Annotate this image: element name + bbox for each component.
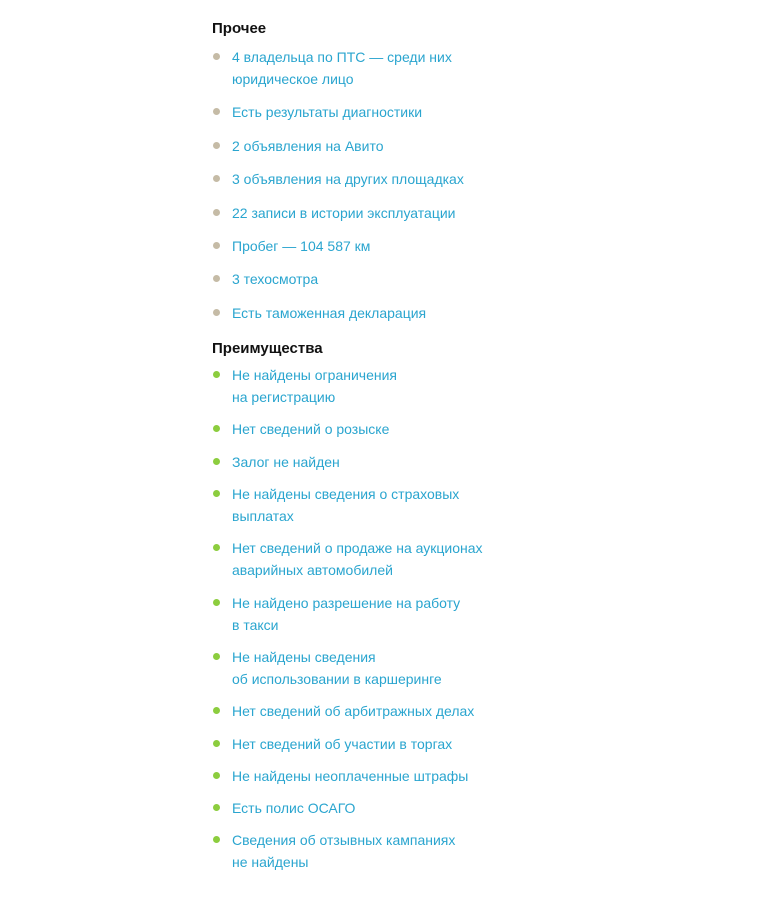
- bullet-icon: [213, 425, 220, 432]
- bullet-icon: [213, 209, 220, 216]
- item-label: Не найдены неоплаченные штрафы: [232, 767, 469, 784]
- bullet-icon: [213, 458, 220, 465]
- item-label: Нет сведений о продаже на аукционах аварийных автомобилей: [232, 540, 483, 579]
- bullet-icon: [213, 707, 220, 714]
- item-label: 22 записи в истории эксплуатации: [232, 204, 456, 221]
- bullet-icon: [213, 772, 220, 779]
- report-summary: [212, 18, 692, 884]
- advantage-item-auctions[interactable]: [212, 537, 692, 581]
- item-label: Не найдены ограничения на регистрацию: [232, 367, 397, 406]
- section-advantages: [212, 338, 692, 873]
- item-label: Сведения об отзывных кампаниях не найдены: [232, 832, 456, 871]
- bullet-icon: [213, 108, 220, 115]
- item-label: 3 техосмотра: [232, 271, 319, 288]
- item-label: Нет сведений о розыске: [232, 421, 390, 438]
- other-item-diagnostics[interactable]: [212, 101, 692, 123]
- bullet-icon: [213, 53, 220, 60]
- advantage-item-taxi[interactable]: [212, 592, 692, 636]
- other-item-avito-ads[interactable]: [212, 135, 692, 157]
- item-label: Не найдены сведения о страховых выплатах: [232, 486, 460, 525]
- item-label: Нет сведений об арбитражных делах: [232, 703, 475, 720]
- item-label: 4 владельца по ПТС — среди них юридическое лицо: [232, 49, 452, 87]
- advantage-item-tenders[interactable]: [212, 733, 692, 755]
- bullet-icon: [213, 371, 220, 378]
- item-label: Не найдены сведения об использовании в каршеринге: [232, 648, 442, 687]
- item-label: 3 объявления на других площадках: [232, 171, 464, 188]
- other-list: [212, 46, 692, 324]
- other-item-other-ads[interactable]: [212, 168, 692, 190]
- advantage-item-recalls[interactable]: [212, 829, 692, 873]
- bullet-icon: [213, 309, 220, 316]
- section-title-advantages: Преимущества: [212, 340, 323, 358]
- item-label: 2 объявления на Авито: [232, 137, 384, 154]
- item-label: Есть результаты диагностики: [232, 104, 423, 121]
- bullet-icon: [213, 740, 220, 747]
- section-title-other: Прочее: [212, 20, 267, 37]
- advantage-item-osago[interactable]: [212, 797, 692, 819]
- item-label: Есть таможенная декларация: [232, 304, 427, 321]
- item-label: Пробег — 104 587 км: [232, 237, 371, 254]
- advantage-item-insurance[interactable]: [212, 483, 692, 527]
- other-item-mileage[interactable]: [212, 235, 692, 257]
- item-label: Не найдено разрешение на работу в такси: [232, 594, 461, 633]
- bullet-icon: [213, 653, 220, 660]
- bullet-icon: [213, 836, 220, 843]
- item-label: Есть полис ОСАГО: [232, 800, 356, 817]
- bullet-icon: [213, 142, 220, 149]
- bullet-icon: [213, 275, 220, 282]
- advantage-item-fines[interactable]: [212, 765, 692, 787]
- advantage-item-pledge[interactable]: [212, 451, 692, 473]
- advantage-item-arbitration[interactable]: [212, 700, 692, 722]
- other-item-customs[interactable]: [212, 302, 692, 324]
- bullet-icon: [213, 804, 220, 811]
- advantage-item-wanted[interactable]: [212, 418, 692, 440]
- section-other: [212, 18, 692, 324]
- bullet-icon: [213, 544, 220, 551]
- advantage-item-carsharing[interactable]: [212, 646, 692, 690]
- bullet-icon: [213, 490, 220, 497]
- item-label: Залог не найден: [232, 453, 340, 470]
- bullet-icon: [213, 175, 220, 182]
- bullet-icon: [213, 599, 220, 606]
- other-item-history[interactable]: [212, 202, 692, 224]
- advantage-item-registration[interactable]: [212, 364, 692, 408]
- item-label: Нет сведений об участии в торгах: [232, 735, 453, 752]
- other-item-owners[interactable]: [212, 46, 692, 90]
- advantages-list: [212, 364, 692, 873]
- bullet-icon: [213, 242, 220, 249]
- other-item-inspections[interactable]: [212, 268, 692, 290]
